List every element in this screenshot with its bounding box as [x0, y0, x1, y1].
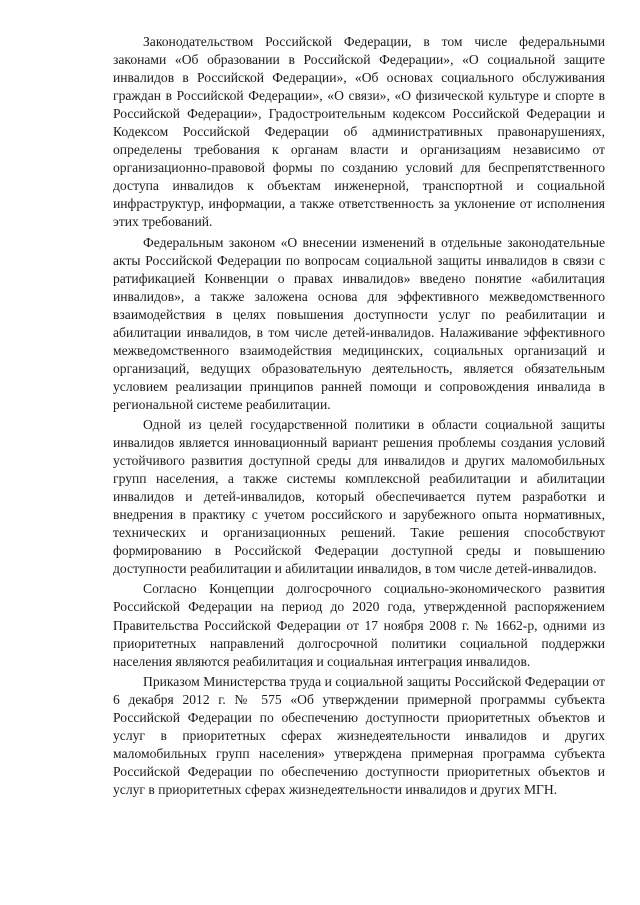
paragraph-federal-law: Федеральным законом «О внесении изменений в отдельные законодательные акты Российской Федерации по вопросам социальной защиты инвалидов в связи с ратификацией Конвенции о правах инвалидов» введено понятие «абилитация инвалидов», а также заложена основа для эффективного межведомственного взаимодействия в целях повышения доступности услуг по реабилитации и абилитации инвалидов, в том числе детей-инвалидов. Налаживание эффективного межведомственного взаимодействия медицинских, социальных организаций и организаций, ведущих образовательную деятельность, является обязательным условием реализации принципов ранней помощи и сопровождения инвалида в региональной системе реабилитации.	[113, 234, 605, 412]
paragraph-concept-2020: Согласно Концепции долгосрочного социально-экономического развития Российской Федерации на период до 2020 года, утвержденной распоряжением Правительства Российской Федерации от 17 ноября 2008 г. № 1662-р, одними из приоритетных направлений долгосрочной политики социальной поддержки населения являются реабилитация и социальная интеграция инвалидов.	[113, 581, 605, 669]
paragraph-state-policy: Одной из целей государственной политики в области социальной защиты инвалидов является инновационный вариант решения проблемы создания условий устойчивого развития доступной среды для инвалидов и других маломобильных групп населения, а также системы комплексной реабилитации и абилитации инвалидов и детей-инвалидов, который обеспечивается путем разработки и внедрения в практику с учетом российского и зарубежного опыта нормативных, технических и организационных решений. Такие решения способствуют формированию в Российской Федерации доступной среды и повышению доступности реабилитации и абилитации инвалидов, в том числе детей-инвалидов.	[113, 416, 605, 577]
paragraph-ministry-order: Приказом Министерства труда и социальной защиты Российской Федерации от 6 декабря 2012 г. № 575 «Об утверждении примерной программы субъекта Российской Федерации по обеспечению доступности приоритетных объектов и услуг в приоритетных сферах жизнедеятельности инвалидов и других маломобильных групп населения» утверждена примерная программа субъекта Российской Федерации по обеспечению доступности приоритетных объектов и услуг в приоритетных сферах жизнедеятельности инвалидов и других МГН.	[113, 673, 605, 797]
paragraph-legislation: Законодательством Российской Федерации, в том числе федеральными законами «Об образовании в Российской Федерации», «О социальной защите инвалидов в Российской Федерации», «Об основах социального обслуживания граждан в Российской Федерации», «О связи», «О физической культуре и спорте в Российской Федерации», Градостроительным кодексом Российской Федерации и Кодексом Российской Федерации об административных правонарушениях, определены требования к органам власти и организациям независимо от организационно-правовой формы по созданию условий для беспрепятственного доступа инвалидов к объектам инженерной, транспортной и социальной инфраструктур, информации, а также ответственность за уклонение от исполнения этих требований.	[113, 34, 605, 230]
document-page	[113, 33, 605, 799]
